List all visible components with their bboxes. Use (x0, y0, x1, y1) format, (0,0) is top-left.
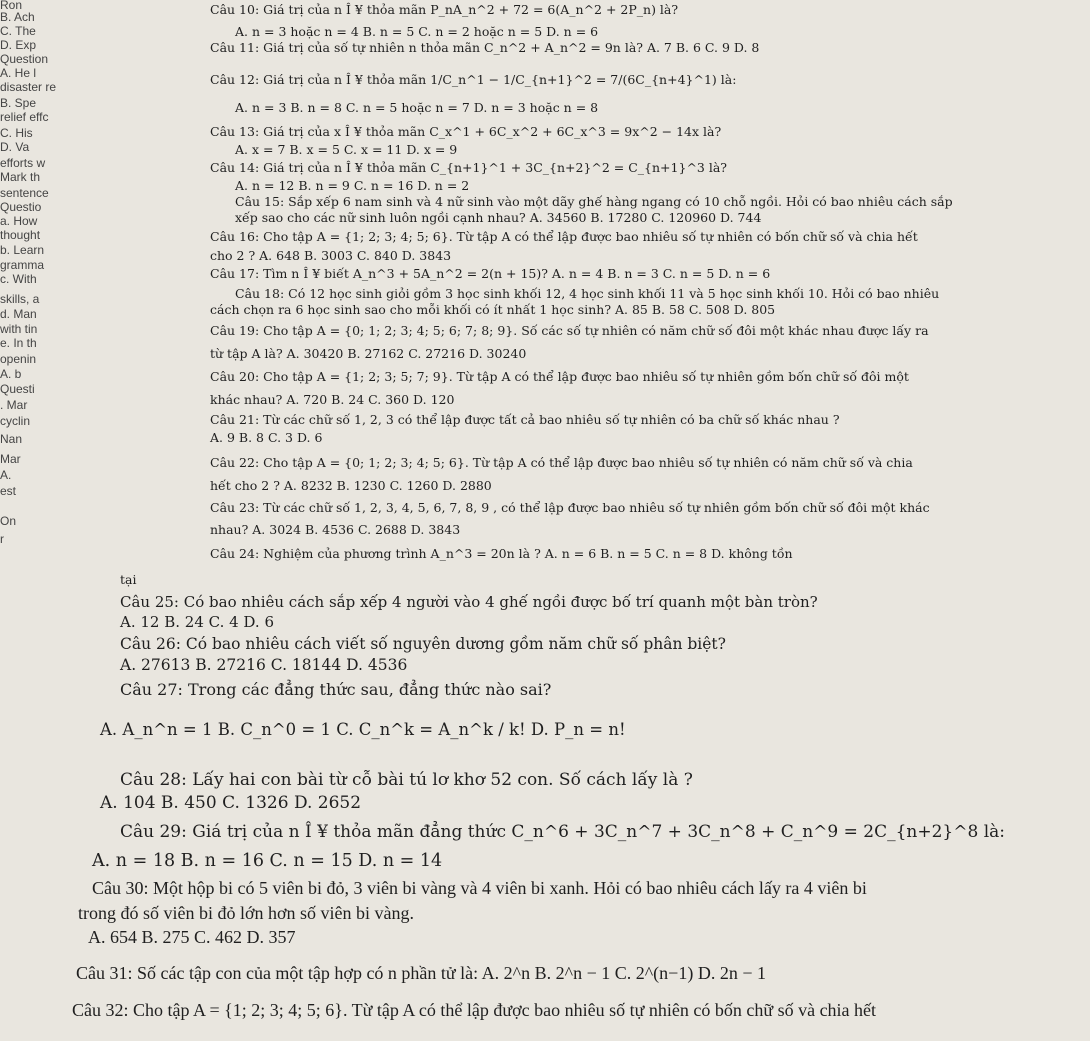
answer-options: A. x = 7 B. x = 5 C. x = 11 D. x = 9 (235, 142, 458, 157)
question-15-cont: xếp sao cho các nữ sinh luôn ngồi cạnh nhau? A. 34560 B. 17280 C. 120960 D. 744 (235, 210, 762, 225)
answer-options: A. A_n^n = 1 B. C_n^0 = 1 C. C_n^k = A_n^k / k! D. P_n = n! (100, 720, 626, 739)
bleed-line: B. Spe (0, 96, 37, 110)
bleed-line: a. How (0, 214, 38, 228)
answer-options: A. 12 B. 24 C. 4 D. 6 (120, 613, 274, 631)
left-bleed-text (0, 0, 120, 600)
bleed-line: disaster re (0, 80, 57, 94)
question-26: Câu 26: Có bao nhiêu cách viết số nguyên dương gồm năm chữ số phân biệt? (120, 635, 726, 653)
question-19: Câu 19: Cho tập A = {0; 1; 2; 3; 4; 5; 6; 7; 8; 9}. Số các số tự nhiên có năm chữ số đôi một khác nhau được lấy ra (210, 323, 929, 338)
bleed-line: . Mar (0, 398, 28, 412)
question-16-cont: cho 2 ? A. 648 B. 3003 C. 840 D. 3843 (210, 248, 452, 263)
answer-options: A. 104 B. 450 C. 1326 D. 2652 (100, 793, 362, 813)
question-22-cont: hết cho 2 ? A. 8232 B. 1230 C. 1260 D. 2880 (210, 478, 492, 493)
bleed-line: gramma (0, 258, 45, 272)
bleed-line: b. Learn (0, 243, 45, 257)
bleed-line: C. The (0, 24, 36, 38)
question-20-cont: khác nhau? A. 720 B. 24 C. 360 D. 120 (210, 392, 455, 407)
question-13: Câu 13: Giá trị của x Î ¥ thỏa mãn C_x^1 + 6C_x^2 + 6C_x^3 = 9x^2 − 14x là? (210, 124, 722, 139)
answer-options: A. n = 18 B. n = 16 C. n = 15 D. n = 14 (92, 851, 443, 871)
bleed-line: B. Ach (0, 10, 35, 24)
question-27: Câu 27: Trong các đẳng thức sau, đẳng thức nào sai? (120, 680, 552, 699)
question-15: Câu 15: Sắp xếp 6 nam sinh và 4 nữ sinh vào một dãy ghế hàng ngang có 10 chỗ ngồi. Hỏi có bao nhiêu cách sắp (235, 194, 953, 209)
question-30-cont: trong đó số viên bi đỏ lớn hơn số viên bi vàng. (78, 903, 415, 923)
bleed-line: A. b (0, 367, 22, 381)
bleed-line: D. Exp (0, 38, 37, 52)
bleed-line: thought (0, 228, 41, 242)
question-28: Câu 28: Lấy hai con bài từ cỗ bài tú lơ khơ 52 con. Số cách lấy là ? (120, 770, 693, 790)
question-21: Câu 21: Từ các chữ số 1, 2, 3 có thể lập được tất cả bao nhiêu số tự nhiên có ba chữ số khác nhau ? (210, 412, 840, 427)
bleed-line: C. His (0, 126, 33, 140)
bleed-line: Questio (0, 200, 42, 214)
question-24: Câu 24: Nghiệm của phương trình A_n^3 = 20n là ? A. n = 6 B. n = 5 C. n = 8 D. không tồn (210, 546, 793, 561)
question-19-cont: từ tập A là? A. 30420 B. 27162 C. 27216 D. 30240 (210, 346, 527, 361)
question-25: Câu 25: Có bao nhiêu cách sắp xếp 4 người vào 4 ghế ngồi được bố trí quanh một bàn tròn? (120, 593, 818, 611)
bleed-line: relief effc (0, 110, 49, 124)
answer-options: A. 27613 B. 27216 C. 18144 D. 4536 (120, 656, 408, 674)
answer-options: A. 9 B. 8 C. 3 D. 6 (210, 430, 323, 445)
question-23: Câu 23: Từ các chữ số 1, 2, 3, 4, 5, 6, 7, 8, 9 , có thể lập được bao nhiêu số tự nhiên gồm bốn chữ số đôi một khác (210, 500, 930, 515)
bleed-line: with tin (0, 322, 38, 336)
bleed-line: efforts w (0, 156, 46, 170)
question-20: Câu 20: Cho tập A = {1; 2; 3; 5; 7; 9}. Từ tập A có thể lập được bao nhiêu số tự nhiên gồm bốn chữ số đôi một (210, 369, 909, 384)
bleed-line: A. He l (0, 66, 37, 80)
question-17: Câu 17: Tìm n Î ¥ biết A_n^3 + 5A_n^2 = 2(n + 15)? A. n = 4 B. n = 3 C. n = 5 D. n = 6 (210, 266, 771, 281)
bleed-line: r (0, 532, 4, 546)
answer-options: A. n = 3 hoặc n = 4 B. n = 5 C. n = 2 hoặc n = 5 D. n = 6 (235, 24, 599, 39)
question-10: Câu 10: Giá trị của n Î ¥ thỏa mãn P_nA_n^2 + 72 = 6(A_n^2 + 2P_n) là? (210, 2, 679, 17)
bleed-line: Question (0, 52, 49, 66)
bleed-line: Questi (0, 382, 35, 396)
bleed-line: Mar (0, 452, 21, 466)
bleed-line: skills, a (0, 292, 40, 306)
bleed-line: c. With (0, 272, 37, 286)
bleed-line: openin (0, 352, 37, 366)
bleed-line: On (0, 514, 17, 528)
question-22: Câu 22: Cho tập A = {0; 1; 2; 3; 4; 5; 6}. Từ tập A có thể lập được bao nhiêu số tự nhiên có năm chữ số và chia (210, 455, 913, 470)
question-14: Câu 14: Giá trị của n Î ¥ thỏa mãn C_{n+1}^1 + 3C_{n+2}^2 = C_{n+1}^3 là? (210, 160, 727, 175)
question-31: Câu 31: Số các tập con của một tập hợp có n phần tử là: A. 2^n B. 2^n − 1 C. 2^(n−1) D. 2n − 1 (76, 963, 766, 983)
question-30: Câu 30: Một hộp bi có 5 viên bi đỏ, 3 viên bi vàng và 4 viên bi xanh. Hỏi có bao nhiêu cách lấy ra 4 viên bi (92, 878, 867, 898)
question-18-cont: cách chọn ra 6 học sinh sao cho mỗi khối có ít nhất 1 học sinh? A. 85 B. 58 C. 508 D. 805 (210, 302, 776, 317)
bleed-line: Nan (0, 432, 23, 446)
question-29: Câu 29: Giá trị của n Î ¥ thỏa mãn đẳng thức C_n^6 + 3C_n^7 + 3C_n^8 + C_n^9 = 2C_{n+2}^8 là: (120, 822, 1006, 842)
question-11: Câu 11: Giá trị của số tự nhiên n thỏa mãn C_n^2 + A_n^2 = 9n là? A. 7 B. 6 C. 9 D. 8 (210, 40, 760, 55)
question-23-cont: nhau? A. 3024 B. 4536 C. 2688 D. 3843 (210, 522, 461, 537)
bleed-line: sentence (0, 186, 49, 200)
answer-options: A. 654 B. 275 C. 462 D. 357 (88, 927, 296, 947)
bleed-line: est (0, 484, 17, 498)
answer-options: A. n = 12 B. n = 9 C. n = 16 D. n = 2 (235, 178, 470, 193)
question-16: Câu 16: Cho tập A = {1; 2; 3; 4; 5; 6}. Từ tập A có thể lập được bao nhiêu số tự nhiên có bốn chữ số và chia hết (210, 229, 918, 244)
question-12: Câu 12: Giá trị của n Î ¥ thỏa mãn 1/C_n^1 − 1/C_{n+1}^2 = 7/(6C_{n+4}^1) là: (210, 72, 737, 87)
bleed-line: Ron (0, 0, 23, 12)
answer-options: A. n = 3 B. n = 8 C. n = 5 hoặc n = 7 D. n = 3 hoặc n = 8 (235, 100, 599, 115)
bleed-line: cyclin (0, 414, 31, 428)
bleed-line: e. In th (0, 336, 37, 350)
question-32: Câu 32: Cho tập A = {1; 2; 3; 4; 5; 6}. Từ tập A có thể lập được bao nhiêu số tự nhiên có bốn chữ số và chia hết (72, 1000, 877, 1020)
bleed-line: Mark th (0, 170, 41, 184)
question-18: Câu 18: Có 12 học sinh giỏi gồm 3 học sinh khối 12, 4 học sinh khối 11 và 5 học sinh khối 10. Hỏi có bao nhiêu (235, 286, 940, 301)
bleed-line: A. (0, 468, 12, 482)
bleed-line: d. Man (0, 307, 37, 321)
question-24-cont: tại (120, 572, 137, 587)
bleed-line: D. Va (0, 140, 30, 154)
